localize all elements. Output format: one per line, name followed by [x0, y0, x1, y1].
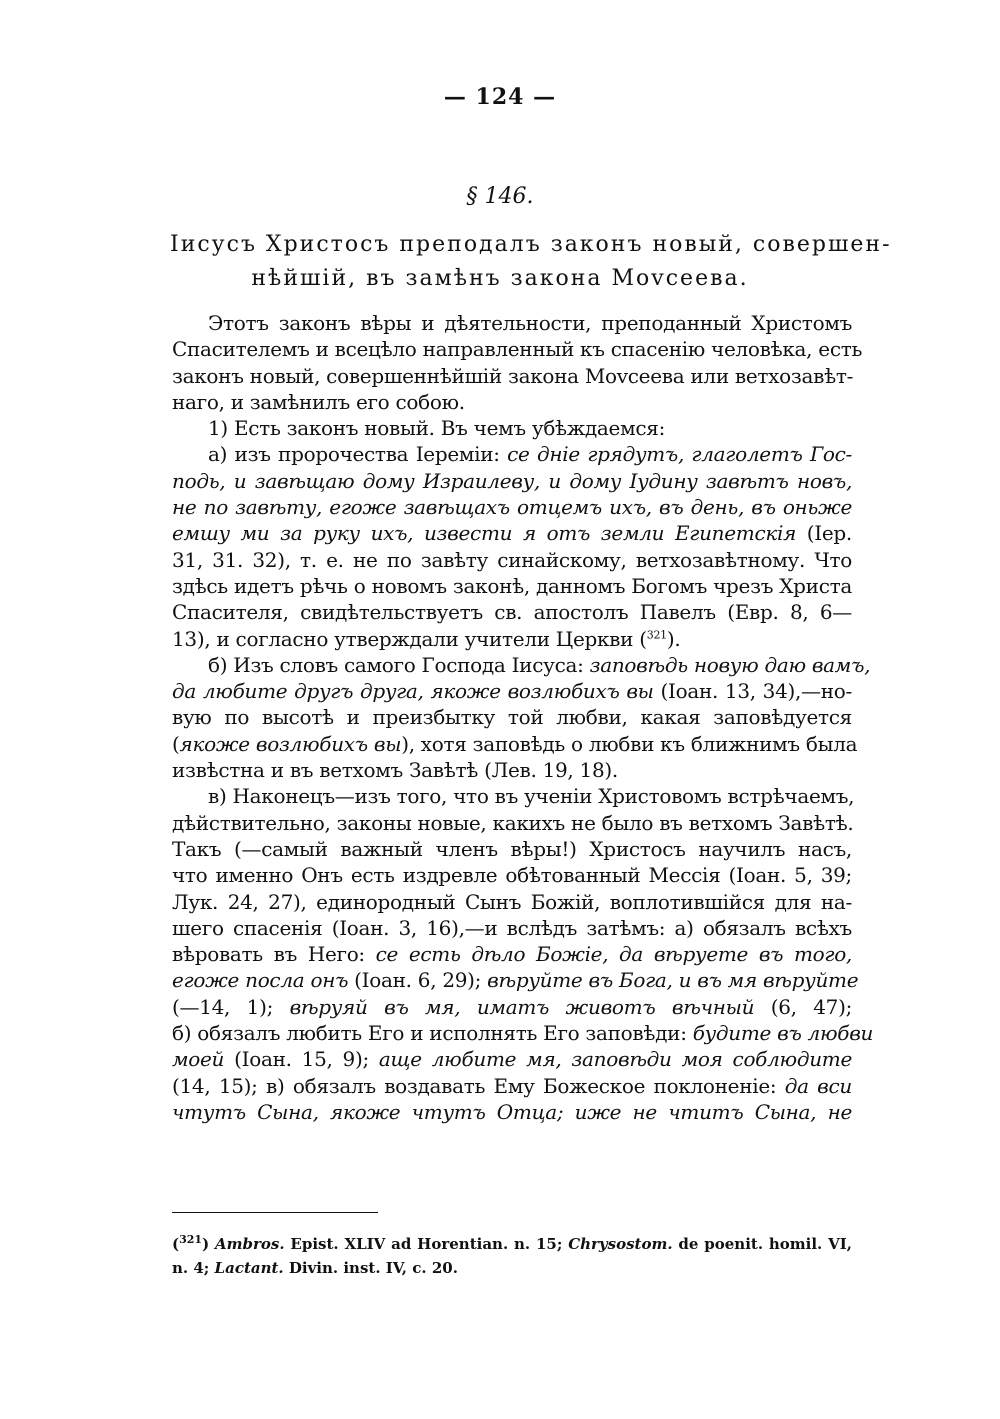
- text-segment: б) Изъ словъ самого Господа Іисуса:: [208, 652, 590, 677]
- body-line: [172, 1046, 852, 1072]
- page-number: — 124 —: [443, 84, 557, 110]
- text-segment: Спасителя, свидѣтельствуетъ св. апостолъ Павелъ (Евр. 8, 6—: [172, 600, 852, 625]
- text-segment: б) обязалъ любить Его и исполнять Его заповѣди:: [172, 1021, 693, 1046]
- body-line: [172, 310, 852, 336]
- body-line: [172, 783, 855, 809]
- italic-quote: Lactant.: [214, 1259, 284, 1277]
- body-line: [172, 836, 852, 862]
- text-segment: (Іер.: [796, 521, 852, 546]
- text-segment: (14, 15); в) обязалъ воздавать Ему Божеское поклоненіе:: [172, 1073, 785, 1098]
- body-line: [172, 1073, 852, 1099]
- italic-quote: заповѣдь новую даю вамъ,: [589, 652, 871, 677]
- body-line: [172, 967, 859, 993]
- text-segment: здѣсь идетъ рѣчь о новомъ законѣ, данномъ Богомъ чрезъ Христа: [172, 573, 852, 598]
- text-segment: (Іоан. 15, 9);: [224, 1047, 379, 1072]
- text-segment: а) изъ пророчества Іереміи:: [208, 442, 508, 467]
- body-line: [172, 441, 852, 467]
- text-segment: шего спасенія (Іоан. 3, 16),—и вслѣдъ затѣмъ: а) обязалъ всѣхъ: [172, 915, 852, 940]
- body-line: [172, 1099, 852, 1125]
- text-segment: в) Наконецъ—изъ того, что въ ученіи Христовомъ встрѣчаемъ,: [208, 784, 855, 809]
- section-number: § 146.: [466, 184, 534, 209]
- body-line: [172, 862, 852, 888]
- footnote-ref: 321: [179, 1233, 203, 1246]
- text-segment: (6, 47);: [754, 994, 853, 1019]
- body-line: [172, 757, 852, 783]
- body-line: [172, 336, 863, 362]
- italic-quote: будите въ любви: [692, 1021, 874, 1046]
- text-segment: вую по высотѣ и преизбытку той любви, какая заповѣдуется: [172, 705, 852, 730]
- italic-quote: Chrysostom.: [568, 1235, 673, 1253]
- body-line: [172, 994, 852, 1020]
- text-segment: Divin. inst. IV, c. 20.: [283, 1259, 458, 1277]
- body-text: [172, 310, 874, 1125]
- italic-quote: егоже посла онъ: [172, 968, 349, 993]
- text-segment: (—14, 1);: [172, 994, 290, 1019]
- italic-quote: не по завѣту, егоже завѣщахъ отцемъ ихъ, въ день, въ оньже: [172, 495, 852, 520]
- body-line: [172, 547, 852, 573]
- text-segment: Спасителемъ и всецѣло направленный къ спасенію человѣка, есть: [172, 337, 863, 362]
- text-segment: de poenit. homil. VI,: [672, 1235, 852, 1253]
- body-line: [172, 915, 852, 941]
- text-segment: (: [172, 731, 180, 756]
- italic-quote: подь, и завѣщаю дому Израилеву, и дому Іудину завѣтъ новъ,: [172, 468, 852, 493]
- text-segment: наго, и замѣнилъ его собою.: [172, 389, 465, 414]
- text-segment: Лук. 24, 27), единородный Сынъ Божій, воплотившійся для на-: [172, 889, 852, 914]
- body-line: [172, 415, 852, 441]
- body-line: [172, 1020, 874, 1046]
- text-segment: Epist. XLIV ad Horentian. n. 15;: [284, 1235, 569, 1253]
- text-segment: ), хотя заповѣдь о любви къ ближнимъ была: [401, 731, 858, 756]
- section-heading: [170, 228, 892, 296]
- text-segment: Этотъ законъ вѣры и дѣятельности, преподанный Христомъ: [208, 311, 852, 335]
- text-segment: 31, 31. 32), т. е. не по завѣту синайскому, ветхозавѣтному. Что: [172, 547, 852, 572]
- italic-quote: емшу ми за руку ихъ, извести я отъ земли Египетскія: [172, 521, 797, 546]
- italic-quote: аще любите мя, заповѣди моя соблюдите: [378, 1047, 852, 1072]
- text-segment: ).: [666, 626, 681, 651]
- body-line: [172, 941, 852, 967]
- italic-quote: чтутъ Сына, якоже чтутъ Отца; иже не чтитъ Сына, не: [172, 1099, 852, 1124]
- footnote-line: [172, 1256, 852, 1280]
- italic-quote: да любите другъ друга, якоже возлюбихъ вы: [172, 679, 654, 704]
- heading-line: Іисусъ Христосъ преподалъ законъ новый, совершен-: [170, 232, 892, 257]
- heading-line: нѣйшій, въ замѣнъ закона Моvсеева.: [251, 266, 749, 291]
- body-line: [172, 468, 852, 494]
- italic-quote: Ambros.: [215, 1235, 285, 1253]
- body-line: [172, 704, 852, 730]
- text-segment: n. 4;: [172, 1259, 215, 1277]
- text-segment: дѣйствительно, законы новые, какихъ не было въ ветхомъ Завѣтѣ.: [172, 810, 854, 835]
- text-segment: (: [172, 1235, 180, 1253]
- footnote-line: [172, 1232, 852, 1256]
- body-line: [172, 520, 852, 546]
- italic-quote: се есть дѣло Божіе, да вѣруете въ того,: [375, 942, 852, 967]
- body-line: [172, 599, 852, 625]
- body-line: [172, 363, 852, 389]
- italic-quote: да вси: [784, 1073, 852, 1098]
- footnote-divider: [172, 1212, 378, 1213]
- body-line: [172, 389, 852, 415]
- body-line: [172, 678, 852, 704]
- body-line: [172, 626, 852, 652]
- text-segment: (Іоан. 13, 34),—но-: [653, 679, 852, 704]
- italic-quote: моей: [172, 1047, 225, 1072]
- text-segment: что именно Онъ есть издревле обѣтованный Мессія (Іоан. 5, 39;: [172, 863, 852, 888]
- text-segment: Такъ (—самый важный членъ вѣры!) Христосъ научилъ насъ,: [172, 836, 852, 861]
- italic-quote: вѣруяй въ мя, иматъ животъ вѣчный: [289, 994, 755, 1019]
- text-segment: вѣровать въ Него:: [172, 942, 376, 967]
- footnote-ref: 321: [646, 627, 667, 641]
- body-line: [172, 494, 852, 520]
- body-line: [172, 810, 852, 836]
- italic-quote: вѣруйте въ Бога, и въ мя вѣруйте: [487, 968, 859, 993]
- text-segment: извѣстна и въ ветхомъ Завѣтѣ (Лев. 19, 18).: [172, 758, 618, 783]
- body-line: [172, 731, 858, 757]
- italic-quote: се дніе грядутъ, глаголетъ Гос-: [507, 442, 852, 467]
- text-segment: (Іоан. 6, 29);: [348, 968, 488, 993]
- body-line: [172, 889, 852, 915]
- footnote: [172, 1232, 852, 1280]
- italic-quote: якоже возлюбихъ вы: [179, 731, 402, 756]
- text-segment: 13), и согласно утверждали учители Церкви (: [172, 626, 647, 651]
- text-segment: ): [202, 1235, 216, 1253]
- body-line: [172, 652, 871, 678]
- body-line: [172, 573, 852, 599]
- text-segment: законъ новый, совершеннѣйшій закона Моvсеева или ветхозавѣт-: [172, 363, 854, 388]
- text-segment: 1) Есть законъ новый. Въ чемъ убѣждаемся:: [208, 416, 666, 441]
